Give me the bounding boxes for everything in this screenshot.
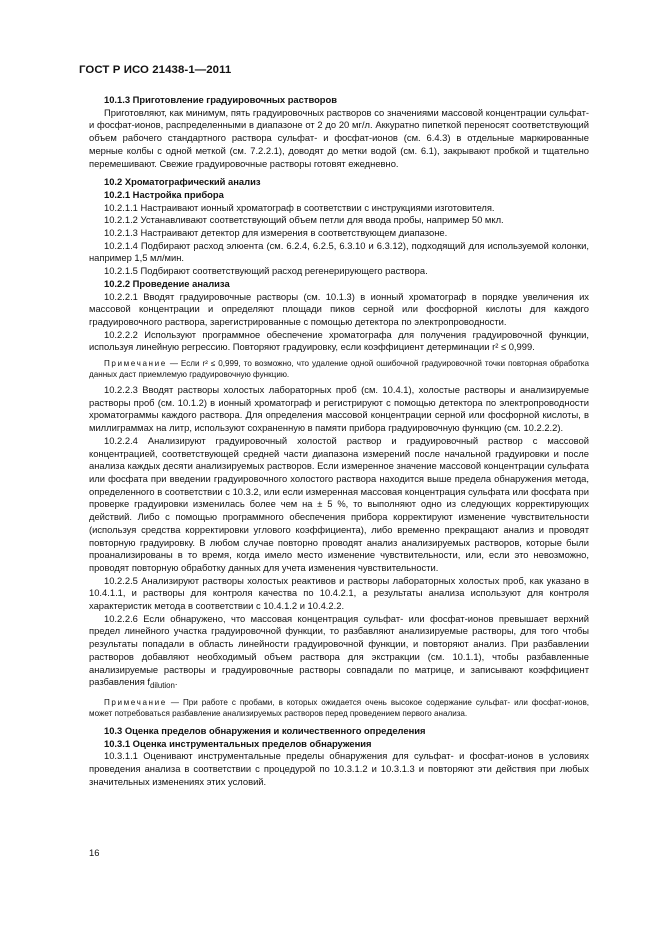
standard-title: ГОСТ Р ИСО 21438-1—2011 <box>79 64 232 76</box>
paragraph-10-2-1-1: 10.2.1.1 Настраивают ионный хроматограф в соответствии с инструкциями изготовителя. <box>104 201 495 213</box>
paragraph-10-2-2-1: 10.2.2.1 Вводят градуировочные растворы (см. 10.1.3) в ионный хроматограф в порядке увеличения их массовой концентрации и определяют площади пиков серной или фосфорной кислоты для каждого градуировочного раствора, зарегистрированные с помощью детектора по электропроводности. <box>89 290 589 327</box>
paragraph-10-3-1-1: 10.3.1.1 Оценивают инструментальные пределы обнаружения для сульфат- и фосфат-ионов в условиях проведения анализа в соответствии с процедурой по 10.3.1.2 и 10.3.1.3 и повторяют эти действия при любых значительных изменениях этих условий. <box>89 750 589 787</box>
paragraph-10-2-2-6-end: . <box>174 676 178 688</box>
paragraph-10-2-2-4: 10.2.2.4 Анализируют градуировочный холостой раствор и градуировочный раствор с массовой концентрацией, соответствующей средней части диапазона измерений после начальной градуировки и после анализа каждых десяти анализируемых растворов. Если измеренное значение массовой концентрации сульфата или фосфата при введении градуировочного холостого раствора находится выше предела обнаружения метода, определенного в соответствии с 10.3.2, или если измеренная массовая концентрация сульфата или фосфата при проверке градуировки изменилась более чем на ± 5 %, то выполняют одно из следующих корректирующих действий. Либо с помощью программного обеспечения прибора корректируют изменение чувствительности (используя средства корректировки углового коэффициента), либо временно прекращают анализ и проводят повторную градуировку. В любом случае повторно проводят анализ анализируемых растворов, которые были проанализированы в то время, когда имело место изменение чувствительности, или, если это невозможно, проводят повторную обработку данных для учета изменения чувствительности. <box>89 434 589 573</box>
note-2-label: Примечание <box>104 697 167 707</box>
section-heading-10-3-1: 10.3.1 Оценка инструментальных пределов обнаружения <box>104 737 372 749</box>
dilution-subscript: dilution <box>150 681 175 691</box>
note-1 <box>89 358 589 380</box>
note-2 <box>89 697 589 719</box>
note-2-text: — При работе с пробами, в которых ожидается очень высокое содержание сульфат- или фосфат-ионов, может потребоваться разбавление анализируемых растворов перед проведением первого анализа. <box>89 697 589 718</box>
paragraph-10-2-2-3: 10.2.2.3 Вводят растворы холостых лабораторных проб (см. 10.4.1), холостые растворы и анализируемые растворы проб (см. 10.1.2) в ионный хроматограф и регистрируют с помощью детектора по электропроводности хроматограммы каждого раствора. Для определения массовой концентрации серной или фосфорной кислоты, в миллиграммах на литр, используют сохраненную в памяти прибора градуировочную функцию (см. 10.2.2.2). <box>89 384 589 434</box>
section-heading-10-1-3: 10.1.3 Приготовление градуировочных растворов <box>104 94 338 105</box>
paragraph-10-2-2-6 <box>89 613 589 693</box>
paragraph-10-2-1-4: 10.2.1.4 Подбирают расход элюента (см. 6.2.4, 6.2.5, 6.3.10 и 6.3.12), подходящий для используемой колонки, например 1,5 мл/мин. <box>89 239 589 264</box>
paragraph-10-1-3: Приготовляют, как минимум, пять градуировочных растворов со значениями массовой концентрации сульфат- и фосфат-ионов, распределенными в диапазоне от 2 до 20 мг/л. Аккуратно пипеткой переносят соответствующий объем рабочего стандартного раствора сульфат- и фосфат-ионов (см. 6.4.3) в отдельные маркированные мерные колбы с одной меткой (см. 7.2.2.1), доводят до метки водой (см. 6.1), закрывают пробкой и тщательно перемешивают. Свежие градуировочные растворы готовят ежедневно. <box>89 106 589 169</box>
paragraph-10-2-1-2: 10.2.1.2 Устанавливают соответствующий объем петли для ввода пробы, например 50 мкл. <box>104 214 504 226</box>
paragraph-10-2-1-3: 10.2.1.3 Настраивают детектор для измерения в соответствующем диапазоне. <box>104 227 448 239</box>
section-heading-10-2-2: 10.2.2 Проведение анализа <box>104 277 230 289</box>
paragraph-10-2-2-2: 10.2.2.2 Используют программное обеспечение хроматографа для получения градуировочной функции, используя линейную регрессию. Повторяют градуировку, если коэффициент детерминации r² ≤ 0,999. <box>89 328 589 353</box>
note-1-text: — Если r² ≤ 0,999, то возможно, что удаление одной ошибочной градуировочной точки повторная обработка данных даст приемлемую градуировочную функцию. <box>89 359 590 380</box>
page-number: 16 <box>89 847 100 858</box>
document-body <box>89 94 589 788</box>
paragraph-10-2-2-6-text: 10.2.2.6 Если обнаружено, что массовая концентрация сульфат- или фосфат-ионов превышает верхний предел линейного участка градуировочной функции, то разбавляют анализируемые растворы, для того чтобы результаты попадали в область линейности градуировочной функции, и повторяют анализ. При разбавлении растворов добавляют необходимый объем раствора для экстракции (см. 10.1.1), чтобы разбавленные анализируемые растворы и градуировочные растворы совпадали по матрице, и записывают коэффициент разбавления f <box>89 612 589 688</box>
paragraph-10-2-2-5: 10.2.2.5 Анализируют растворы холостых реактивов и растворы лабораторных холостых проб, как указано в 10.4.1.1, и растворы для контроля качества по 10.4.2.1, а результаты анализа используют для контроля характеристик метода в соответствии с 10.4.1.2 и 10.4.2.2. <box>89 574 589 612</box>
section-heading-10-2-1: 10.2.1 Настройка прибора <box>104 188 224 200</box>
note-1-label: Примечание <box>104 359 167 369</box>
section-heading-10-2: 10.2 Хроматографический анализ <box>104 176 261 188</box>
section-heading-10-3: 10.3 Оценка пределов обнаружения и количественного определения <box>104 724 426 736</box>
paragraph-10-2-1-5: 10.2.1.5 Подбирают соответствующий расход регенерирующего раствора. <box>104 265 428 277</box>
